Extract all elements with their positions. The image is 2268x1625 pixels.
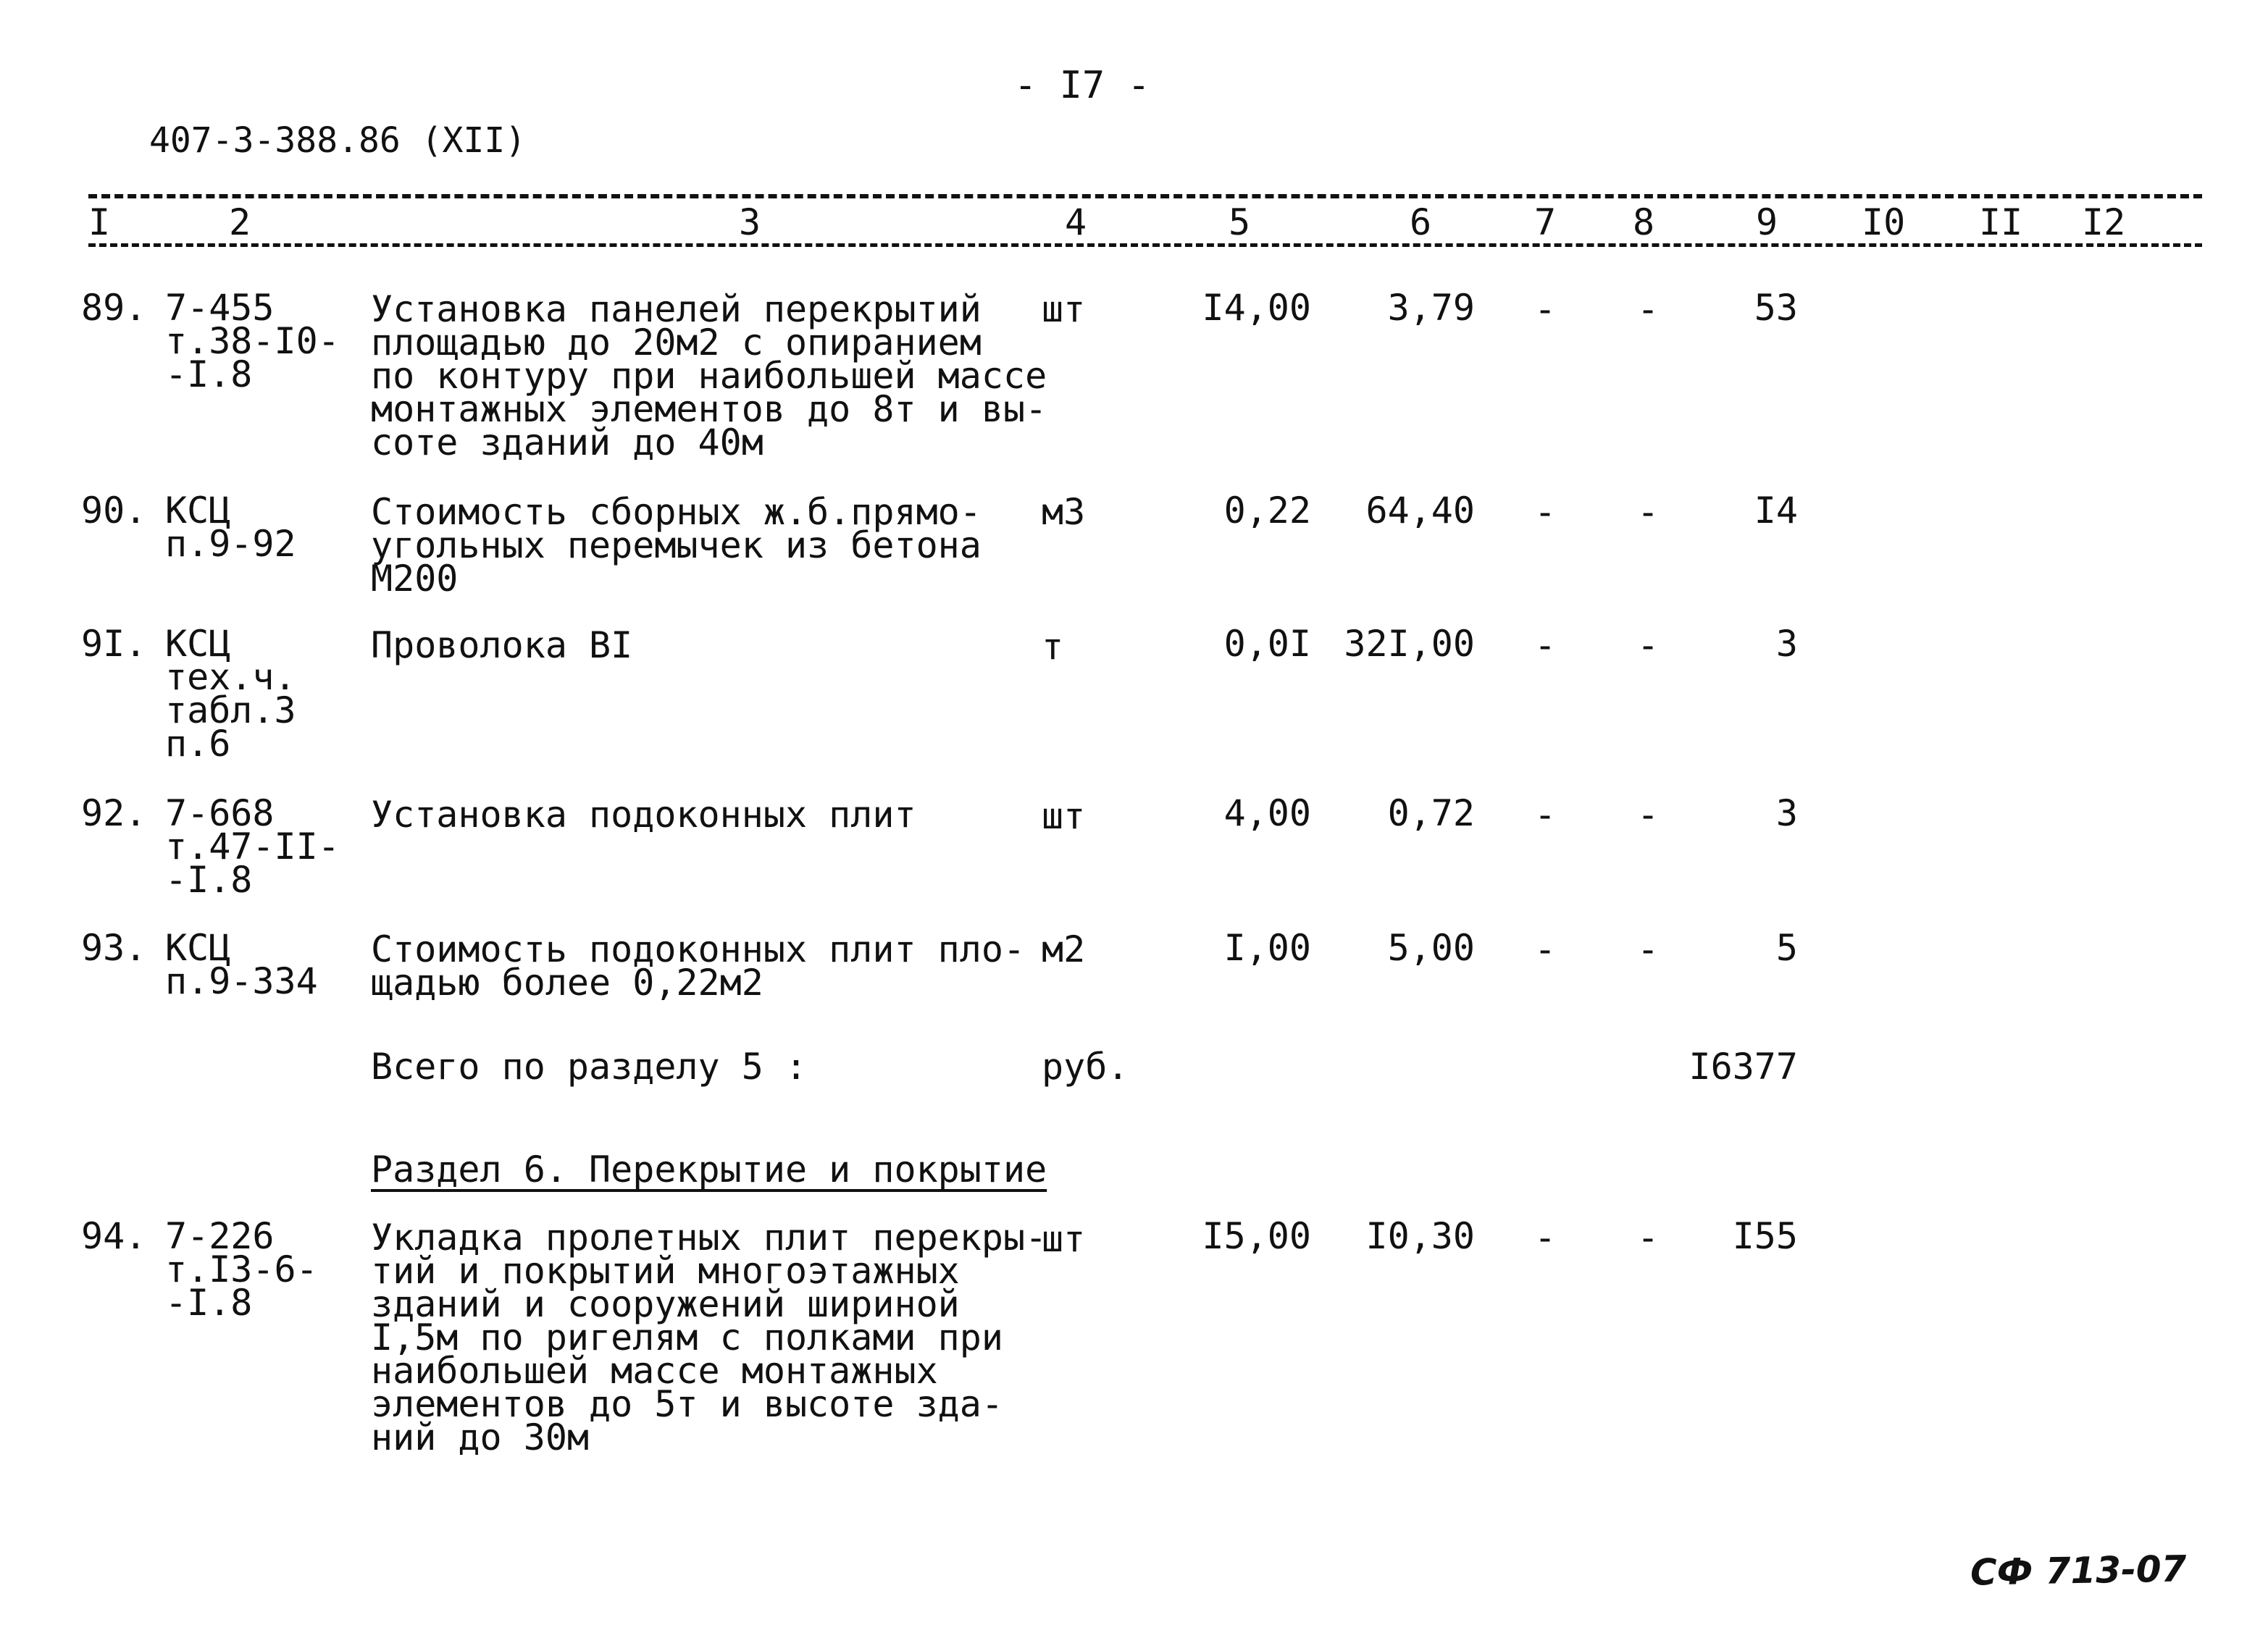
table-top-rule: [88, 194, 2202, 198]
norm-code: 7-455 т.38-I0- -I.8: [165, 287, 340, 395]
col8-value: -: [1637, 624, 1660, 666]
row-number: 93.: [81, 927, 147, 969]
col7-value: -: [1534, 624, 1557, 666]
unit: т: [1042, 626, 1064, 668]
unit-price: 0,72: [1387, 792, 1475, 834]
norm-code: КСЦ п.9-334: [165, 927, 318, 1002]
col8-value: -: [1637, 794, 1660, 836]
col-header-1: I: [88, 201, 111, 243]
table-header-rule: [88, 243, 2202, 247]
norm-code: КСЦ п.9-92: [165, 490, 296, 565]
col-header-3: 3: [739, 201, 761, 243]
col-header-4: 4: [1065, 201, 1087, 243]
total-cost: 53: [1754, 287, 1798, 329]
row-number: 89.: [81, 287, 147, 329]
work-description: Установка подоконных плит: [371, 794, 916, 836]
col-header-2: 2: [229, 201, 251, 243]
col7-value: -: [1534, 794, 1557, 836]
unit-price: 5,00: [1387, 927, 1475, 969]
page-number: - I7 -: [1014, 64, 1150, 107]
norm-code: 7-668 т.47-II- -I.8: [165, 792, 340, 901]
quantity: 0,0I: [1223, 623, 1311, 665]
unit-price: 32I,00: [1344, 623, 1475, 665]
col7-value: -: [1534, 1217, 1557, 1259]
unit-price: 64,40: [1365, 490, 1475, 532]
col8-value: -: [1637, 928, 1660, 970]
row-number: 94.: [81, 1215, 147, 1257]
total-cost: 3: [1775, 792, 1798, 834]
col-header-9: 9: [1756, 201, 1778, 243]
col-header-6: 6: [1410, 201, 1432, 243]
summary-total: I6377: [1689, 1046, 1798, 1088]
work-description: Стоимость сборных ж.б.прямо- угольных перемычек из бетона М200: [371, 491, 982, 600]
col-header-5: 5: [1229, 201, 1251, 243]
quantity: 4,00: [1223, 792, 1311, 834]
unit: шт: [1042, 1218, 1086, 1260]
work-description: Проволока BI: [371, 624, 633, 666]
total-cost: 3: [1775, 623, 1798, 665]
row-number: 90.: [81, 490, 147, 532]
document-code: 407-3-388.86 (XII): [149, 120, 527, 161]
col8-value: -: [1637, 491, 1660, 533]
col7-value: -: [1534, 491, 1557, 533]
section-title: Раздел 6. Перекрытие и покрытие: [371, 1149, 1047, 1191]
work-description: Установка панелей перекрытий площадью до 20м2 с опиранием по контуру при наибольшей массе монтажных элементов до 8т и вы- соте зданий до 40м: [371, 288, 1047, 463]
col7-value: -: [1534, 928, 1557, 970]
col7-value: -: [1534, 288, 1557, 330]
summary-unit: руб.: [1042, 1046, 1129, 1088]
unit: м2: [1042, 928, 1086, 970]
total-cost: 5: [1775, 927, 1798, 969]
row-number: 92.: [81, 792, 147, 834]
quantity: I4,00: [1202, 287, 1311, 329]
unit: шт: [1042, 795, 1086, 837]
quantity: I5,00: [1202, 1215, 1311, 1257]
col8-value: -: [1637, 288, 1660, 330]
unit: шт: [1042, 288, 1086, 330]
norm-code: КСЦ тех.ч. табл.3 п.6: [165, 623, 296, 765]
quantity: I,00: [1223, 927, 1311, 969]
col-header-10: I0: [1862, 201, 1906, 243]
total-cost: I55: [1732, 1215, 1798, 1257]
summary-label: Всего по разделу 5 :: [371, 1046, 808, 1088]
archive-stamp: СФ 713-07: [1970, 1548, 2187, 1594]
unit-price: I0,30: [1365, 1215, 1475, 1257]
row-number: 9I.: [81, 623, 147, 665]
unit-price: 3,79: [1387, 287, 1475, 329]
col8-value: -: [1637, 1217, 1660, 1259]
quantity: 0,22: [1223, 490, 1311, 532]
col-header-8: 8: [1633, 201, 1655, 243]
work-description: Стоимость подоконных плит пло- щадью более 0,22м2: [371, 928, 1026, 1004]
norm-code: 7-226 т.I3-6- -I.8: [165, 1215, 318, 1324]
col-header-11: II: [1979, 201, 2023, 243]
total-cost: I4: [1754, 490, 1798, 532]
work-description: Укладка пролетных плит перекры- тий и покрытий многоэтажных зданий и сооружений шириной I,5м по ригелям с полками при наибольшей массе монтажных элементов до 5т и высоте зда- ний до 30м: [371, 1217, 1047, 1458]
col-header-12: I2: [2082, 201, 2126, 243]
unit: м3: [1042, 491, 1086, 533]
col-header-7: 7: [1534, 201, 1557, 243]
